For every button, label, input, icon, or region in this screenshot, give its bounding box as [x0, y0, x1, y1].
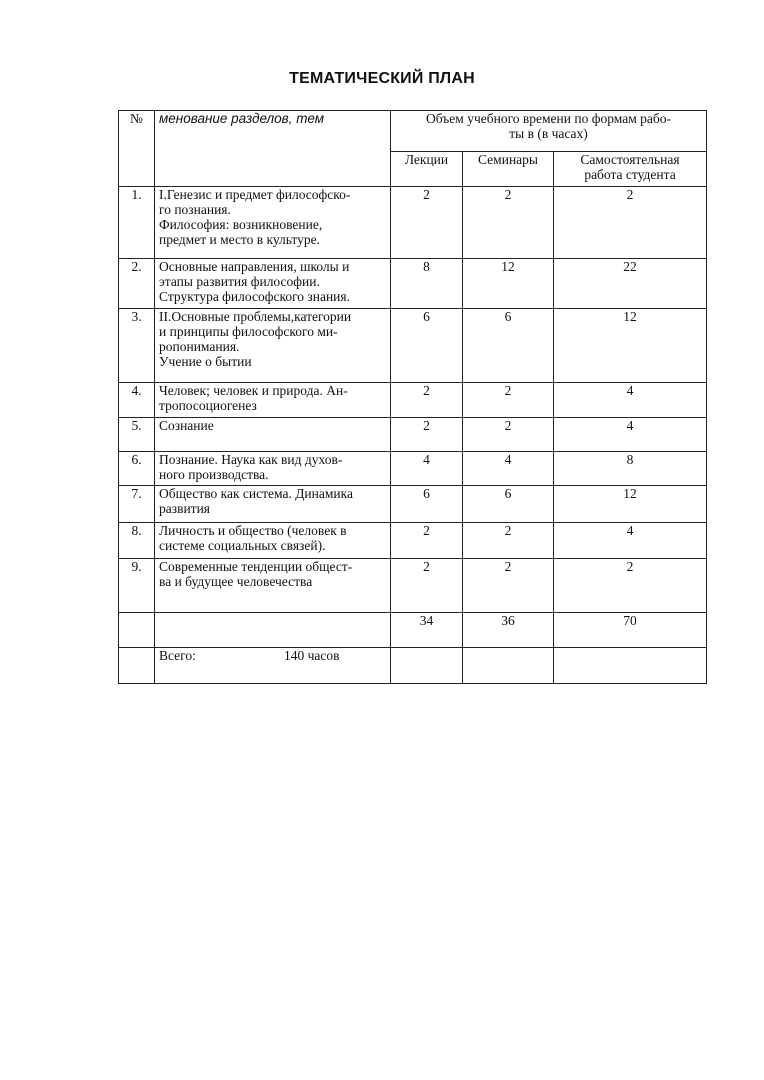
- row-lectures: 2: [391, 559, 463, 613]
- row-self-study: 22: [554, 259, 707, 309]
- row-self-study: 2: [554, 187, 707, 259]
- totals-label-cell: [155, 613, 391, 648]
- row-seminars: 6: [463, 309, 554, 383]
- row-topic: [155, 309, 391, 383]
- row-lectures: 6: [391, 486, 463, 523]
- header-volume: [391, 111, 707, 152]
- table-row: [119, 452, 707, 486]
- topic-line: Человек; человек и природа. Ан-: [159, 383, 348, 398]
- grand-total-cell: [155, 648, 391, 684]
- topic-line: Сознание: [159, 418, 214, 433]
- row-topic: [155, 259, 391, 309]
- header-self-study: [554, 152, 707, 187]
- row-topic: [155, 187, 391, 259]
- table-row: [119, 486, 707, 523]
- table-row: [119, 523, 707, 559]
- header-volume-line1: Объем учебного времени по формам рабо-: [426, 111, 671, 126]
- row-self-study: 8: [554, 452, 707, 486]
- table-row: [119, 559, 707, 613]
- row-num: 1.: [119, 187, 155, 259]
- row-seminars: 12: [463, 259, 554, 309]
- row-num: 7.: [119, 486, 155, 523]
- topic-line: развития: [159, 501, 211, 516]
- table-row: [119, 383, 707, 418]
- totals-num-cell: [119, 613, 155, 648]
- total-seminars: 36: [463, 613, 554, 648]
- row-lectures: 2: [391, 187, 463, 259]
- total-self-study: 70: [554, 613, 707, 648]
- grand-total-value: 140 часов: [284, 648, 340, 663]
- topic-line: предмет и место в культуре.: [159, 232, 321, 247]
- topic-line: ропонимания.: [159, 339, 240, 354]
- row-self-study: 4: [554, 383, 707, 418]
- totals-row: [119, 613, 707, 648]
- header-self-line2: работа студента: [584, 167, 676, 182]
- grand-total-seminars-cell: [463, 648, 554, 684]
- row-num: 2.: [119, 259, 155, 309]
- row-num: 5.: [119, 418, 155, 452]
- row-seminars: 2: [463, 523, 554, 559]
- header-num: №: [119, 111, 155, 187]
- topic-line: II.Основные проблемы,категории: [159, 309, 352, 324]
- row-seminars: 2: [463, 418, 554, 452]
- grand-total-lectures-cell: [391, 648, 463, 684]
- topic-line: ного производства.: [159, 467, 269, 482]
- topic-line: Личность и общество (человек в: [159, 523, 347, 538]
- row-seminars: 4: [463, 452, 554, 486]
- topic-line: ва и будущее человечества: [159, 574, 313, 589]
- header-self-line1: Самостоятельная: [580, 152, 680, 167]
- topic-line: Познание. Наука как вид духов-: [159, 452, 343, 467]
- table-row: [119, 187, 707, 259]
- header-volume-line2: ты в (в часах): [509, 126, 588, 141]
- row-self-study: 12: [554, 309, 707, 383]
- row-self-study: 2: [554, 559, 707, 613]
- row-lectures: 2: [391, 523, 463, 559]
- topic-line: этапы развития философии.: [159, 274, 320, 289]
- row-seminars: 6: [463, 486, 554, 523]
- row-num: 9.: [119, 559, 155, 613]
- topic-line: Общество как система. Динамика: [159, 486, 353, 501]
- row-lectures: 2: [391, 418, 463, 452]
- topic-line: I.Генезис и предмет философско-: [159, 187, 351, 202]
- header-topic-name: менование разделов, тем: [155, 111, 391, 187]
- total-lectures: 34: [391, 613, 463, 648]
- topic-line: го познания.: [159, 202, 231, 217]
- row-topic: [155, 452, 391, 486]
- row-topic: [155, 383, 391, 418]
- topic-line: и принципы философского ми-: [159, 324, 338, 339]
- row-num: 3.: [119, 309, 155, 383]
- row-seminars: 2: [463, 559, 554, 613]
- row-seminars: 2: [463, 187, 554, 259]
- header-seminars: Семинары: [463, 152, 554, 187]
- row-topic: [155, 418, 391, 452]
- table-row: [119, 418, 707, 452]
- topic-line: Основные направления, школы и: [159, 259, 350, 274]
- thematic-plan-table: [118, 110, 707, 684]
- topic-line: Структура философского знания.: [159, 289, 350, 304]
- grand-total-row: [119, 648, 707, 684]
- row-num: 8.: [119, 523, 155, 559]
- row-num: 4.: [119, 383, 155, 418]
- grand-total-self-cell: [554, 648, 707, 684]
- topic-line: Учение о бытии: [159, 354, 252, 369]
- row-self-study: 12: [554, 486, 707, 523]
- topic-line: системе социальных связей).: [159, 538, 326, 553]
- header-lectures: Лекции: [391, 152, 463, 187]
- row-topic: [155, 523, 391, 559]
- grand-total-num-cell: [119, 648, 155, 684]
- row-lectures: 6: [391, 309, 463, 383]
- row-self-study: 4: [554, 523, 707, 559]
- row-seminars: 2: [463, 383, 554, 418]
- row-self-study: 4: [554, 418, 707, 452]
- topic-line: тропосоциогенез: [159, 398, 257, 413]
- row-lectures: 8: [391, 259, 463, 309]
- row-num: 6.: [119, 452, 155, 486]
- row-lectures: 2: [391, 383, 463, 418]
- header-row: [119, 111, 707, 152]
- row-topic: [155, 486, 391, 523]
- table-row: [119, 259, 707, 309]
- table-row: [119, 309, 707, 383]
- topic-line: Философия: возникновение,: [159, 217, 323, 232]
- page-title: ТЕМАТИЧЕСКИЙ ПЛАН: [289, 70, 475, 87]
- topic-line: Современные тенденции общест-: [159, 559, 353, 574]
- row-topic: [155, 559, 391, 613]
- row-lectures: 4: [391, 452, 463, 486]
- grand-total-label: Всего:: [159, 648, 196, 663]
